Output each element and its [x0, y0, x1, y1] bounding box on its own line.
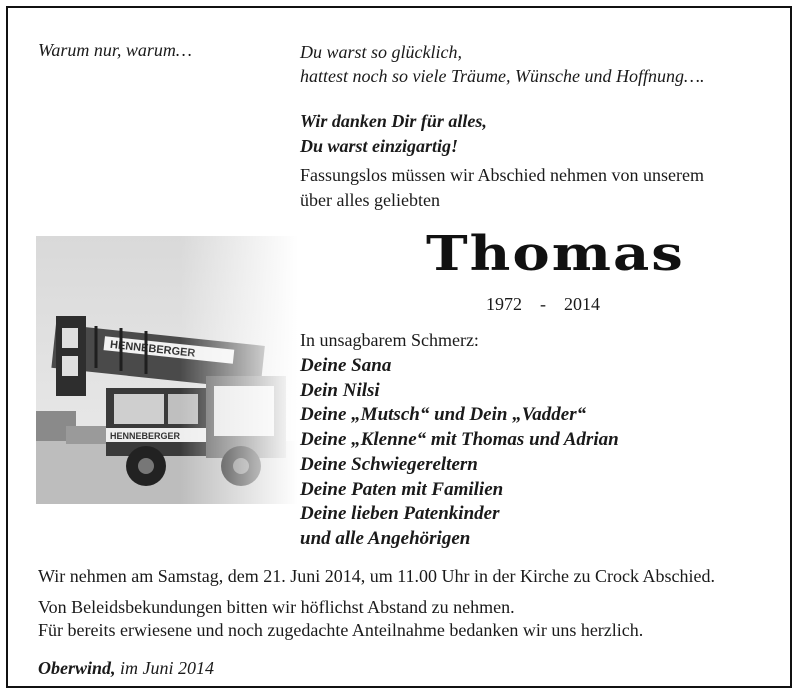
announcement-text [300, 163, 704, 213]
thanks-line: Wir danken Dir für alles, [300, 111, 487, 131]
mourner-entry: Deine lieben Patenkinder [300, 503, 500, 525]
deceased-name: Thomas [426, 226, 685, 283]
crane-truck-photo [36, 236, 298, 504]
funeral-notice: Wir nehmen am Samstag, dem 21. Juni 2014, um 11.00 Uhr in der Kirche zu Crock Abschied. [38, 566, 715, 586]
condolence-notes [38, 596, 643, 642]
mourner-entry: Deine Sana [300, 355, 392, 376]
death-year: 2014 [564, 294, 600, 314]
footer-date: im Juni 2014 [115, 658, 215, 678]
announcement-line: über alles geliebten [300, 190, 440, 210]
thanks-line: Du warst einzigartig! [300, 136, 459, 156]
announcement-line: Fassungslos müssen wir Abschied nehmen von unserem [300, 165, 704, 185]
motto-left: Warum nur, warum… [38, 40, 192, 60]
obituary-frame [6, 6, 792, 688]
mourner-entry: Dein Nilsi [300, 379, 380, 401]
footer-place: Oberwind, [38, 658, 116, 678]
intro-line: Du warst so glücklich, [300, 42, 462, 62]
life-years [486, 294, 600, 315]
note-line: Für bereits erwiesene und noch zugedachte Anteilnahme bedanken wir uns herzlich. [38, 620, 644, 640]
pain-line: In unsagbarem Schmerz: [300, 330, 479, 350]
mourner-entry: Deine Schwiegereltern [300, 453, 478, 475]
mourner-entry: Deine „Klenne“ mit Thomas und Adrian [300, 429, 619, 451]
thanks-text [300, 109, 487, 159]
mourners-list [300, 354, 619, 552]
footer-place-date [38, 658, 214, 679]
intro-line: hattest noch so viele Träume, Wünsche und Hoffnung…. [300, 66, 705, 86]
note-line: Von Beleidsbekundungen bitten wir höflichst Abstand zu nehmen. [38, 597, 515, 617]
year-separator: - [540, 294, 546, 314]
birth-year: 1972 [486, 294, 522, 314]
mourner-entry: Deine Paten mit Familien [300, 478, 504, 500]
mourner-entry: und alle Angehörigen [300, 527, 471, 549]
intro-text [300, 40, 704, 88]
mourner-entry: Deine „Mutsch“ und Dein „Vadder“ [300, 404, 587, 426]
